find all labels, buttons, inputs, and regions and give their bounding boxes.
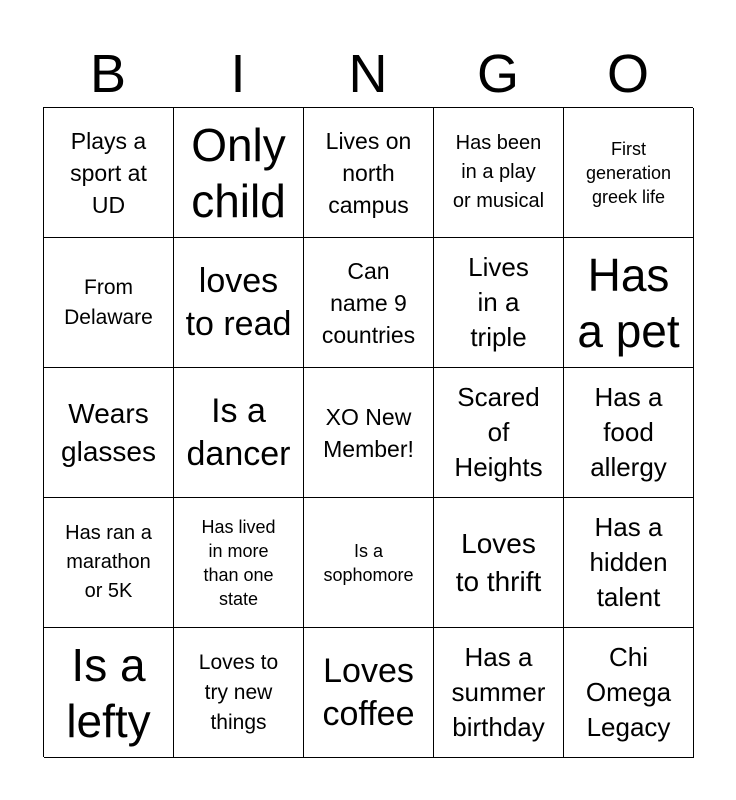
bingo-cell-r3-c4[interactable]: [434, 368, 564, 498]
bingo-cell-r4-c3[interactable]: [304, 498, 434, 628]
bingo-cell-r2-c4[interactable]: [434, 238, 564, 368]
header-letter-n: N: [348, 44, 388, 104]
bingo-cell-r4-c2[interactable]: [174, 498, 304, 628]
cell-text: Loves to try new things: [198, 650, 279, 734]
cell-text: loves to read: [185, 261, 292, 343]
header-letter-g: G: [476, 44, 519, 104]
bingo-card-grid: [43, 107, 693, 757]
bingo-cell-r1-c2[interactable]: [174, 108, 304, 238]
cell-text: Has been in a play or musical: [452, 132, 545, 212]
bingo-cell-r5-c5[interactable]: [564, 628, 694, 758]
bingo-cell-r5-c2[interactable]: [174, 628, 304, 758]
cell-text: Loves coffee: [322, 651, 415, 733]
cell-text: Scared of Heights: [454, 382, 543, 482]
cell-text: Is a dancer: [186, 391, 291, 473]
header-letter-b: B: [89, 44, 127, 104]
bingo-cell-r1-c4[interactable]: [434, 108, 564, 238]
bingo-cell-r4-c4[interactable]: [434, 498, 564, 628]
cell-text: Wears glasses: [61, 397, 156, 467]
bingo-cell-r5-c1[interactable]: [44, 628, 174, 758]
bingo-cell-r4-c1[interactable]: [44, 498, 174, 628]
bingo-cell-r3-c1[interactable]: [44, 368, 174, 498]
bingo-cell-r3-c2[interactable]: [174, 368, 304, 498]
cell-text: Lives in a triple: [468, 252, 529, 352]
header-letter-o: O: [606, 44, 649, 104]
bingo-header: [43, 44, 693, 104]
bingo-cell-r3-c3[interactable]: [304, 368, 434, 498]
bingo-cell-r1-c1[interactable]: [44, 108, 174, 238]
cell-text: Is a lefty: [66, 638, 151, 747]
bingo-cell-r3-c5[interactable]: [564, 368, 694, 498]
cell-text: Chi Omega Legacy: [585, 642, 672, 742]
cell-text: Is a sophomore: [323, 540, 414, 585]
cell-text: Loves to thrift: [455, 527, 542, 597]
bingo-cell-r1-c3[interactable]: [304, 108, 434, 238]
cell-text: Has a pet: [577, 248, 680, 357]
bingo-cell-r2-c2[interactable]: [174, 238, 304, 368]
cell-text: Has a hidden talent: [589, 512, 668, 612]
bingo-cell-r2-c3[interactable]: [304, 238, 434, 368]
cell-text: Can name 9 countries: [321, 257, 416, 348]
cell-text: Has lived in more than one state: [201, 516, 276, 609]
cell-text: Lives on north campus: [325, 127, 412, 218]
cell-text: XO New Member!: [323, 403, 414, 462]
bingo-cell-r4-c5[interactable]: [564, 498, 694, 628]
cell-text: Has a food allergy: [590, 382, 667, 482]
bingo-cell-r5-c4[interactable]: [434, 628, 564, 758]
bingo-cell-r5-c3[interactable]: [304, 628, 434, 758]
cell-text: First generation greek life: [585, 138, 672, 207]
cell-text: Only child: [191, 118, 286, 227]
header-letter-i: I: [230, 44, 246, 104]
cell-text: From Delaware: [64, 275, 153, 329]
bingo-cell-r1-c5[interactable]: [564, 108, 694, 238]
cell-text: Plays a sport at UD: [70, 127, 147, 218]
bingo-cell-r2-c1[interactable]: [44, 238, 174, 368]
bingo-cell-r2-c5[interactable]: [564, 238, 694, 368]
cell-text: Has a summer birthday: [451, 642, 546, 742]
cell-text: Has ran a marathon or 5K: [65, 522, 152, 602]
